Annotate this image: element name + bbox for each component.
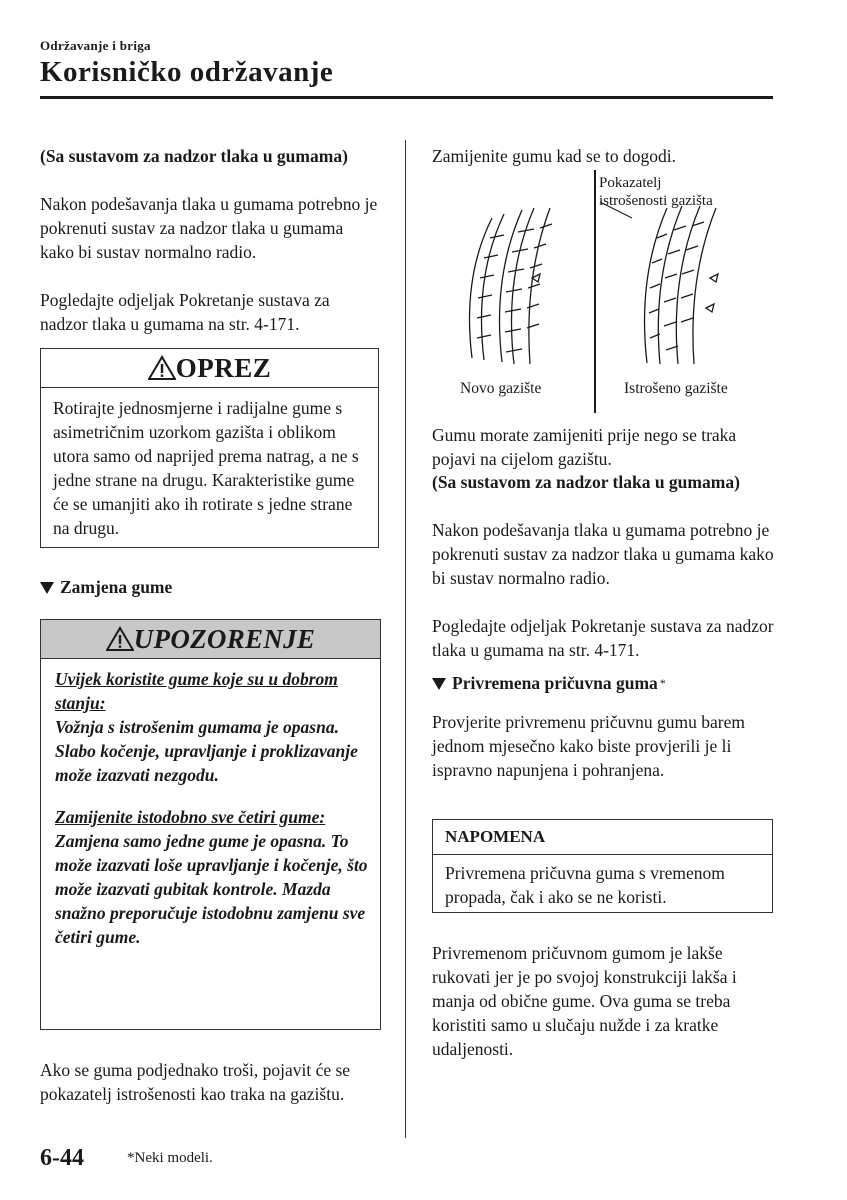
tpms-heading-left: (Sa sustavom za nadzor tlaka u gumama) (40, 146, 348, 166)
column-divider (405, 140, 406, 1138)
warning-header (41, 620, 380, 659)
tread-figure (432, 168, 777, 418)
title-rule (40, 96, 773, 99)
note-text: Privremena pričuvna guma s vremenom propada, čak i ako se ne koristi. (445, 863, 725, 907)
footnote: *Neki modeli. (127, 1150, 213, 1166)
page-title: Korisničko održavanje (40, 56, 334, 88)
spare-check-text: Provjerite privremenu pričuvnu gumu barem jednom mjesečno kako biste provjerili je li ispravno napunjena i pohranjena. (432, 712, 745, 780)
indicator-label-1: Pokazatelj (599, 175, 662, 191)
tpms-heading-right: (Sa sustavom za nadzor tlaka u gumama) (432, 472, 740, 492)
caution-header (41, 349, 378, 388)
tread-illustration (432, 168, 777, 418)
spare-tire-heading (432, 673, 666, 694)
wear-indicator-text: Ako se guma podjednako troši, pojavit će se pokazatelj istrošenosti kao traka na gazištu. (40, 1060, 351, 1104)
worn-tread-graphic (645, 206, 719, 364)
tpms-text-right-1: Nakon podešavanja tlaka u gumama potrebno je pokrenuti sustav za nadzor tlaka u gumama kako bi sustav normalno radio. (432, 520, 774, 588)
caption-worn-tread: Istrošeno gazište (624, 380, 728, 397)
warning-title: UPOZORENJE (133, 623, 316, 654)
triangle-bullet-icon (432, 678, 446, 690)
note-title: NAPOMENA (433, 820, 772, 855)
caution-text: Rotirajte jednosmjerne i radijalne gume s asimetričnim uzorkom gazišta i oblikom utora samo od naprijed prema natrag, a ne s jedne strane na drugu. Karakteristike gume će se umanjiti ako ih rotirate s jedne strane na drugu. (53, 398, 359, 538)
warning-p2-text: Zamjena samo jedne gume je opasna. To može izazvati loše upravljanje i kočenje, što može izazvati gubitak kontrole. Mazda snažno preporučuje istodobnu zamjenu sve četiri gume. (55, 831, 368, 947)
warning-triangle-icon (148, 355, 176, 381)
section-label: Održavanje i briga (40, 38, 151, 53)
page-number: 6-44 (40, 1145, 84, 1171)
tpms-text-right-2: Pogledajte odjeljak Pokretanje sustava za nadzor tlaka u gumama na str. 4-171. (432, 616, 774, 660)
tpms-text-left-2: Pogledajte odjeljak Pokretanje sustava za nadzor tlaka u gumama na str. 4-171. (40, 290, 330, 334)
warning-box (40, 619, 381, 1030)
replace-tire-heading (40, 577, 172, 598)
caution-title: OPREZ (175, 352, 272, 383)
tpms-text-left-1: Nakon podešavanja tlaka u gumama potrebno je pokrenuti sustav za nadzor tlaka u gumama kako bi sustav normalno radio. (40, 194, 378, 262)
spare-tire-heading-text: Privremena pričuvna guma (452, 673, 658, 693)
spare-heading-mark: * (659, 676, 666, 690)
warning-p1-text: Vožnja s istrošenim gumama je opasna. Slabo kočenje, upravljanje i proklizavanje može izazvati nezgodu. (55, 717, 358, 785)
replace-before-text: Gumu morate zamijeniti prije nego se traka pojavi na cijelom gazištu. (432, 425, 737, 469)
spare-usage-text: Privremenom pričuvnom gumom je lakše rukovati jer je po svojoj konstrukciji lakša i manja od obične gume. Ova guma se treba koristiti samo u slučaju nužde i za kratke udaljenosti. (432, 943, 737, 1059)
new-tread-graphic (470, 208, 553, 364)
replace-tire-heading-text: Zamjena gume (60, 577, 173, 597)
indicator-label-2: istrošenosti gazišta (599, 193, 713, 209)
note-box (432, 819, 773, 913)
warning-p1-title: Uvijek koristite gume koje su u dobrom stanju: (55, 669, 338, 713)
warning-p2-title: Zamijenite istodobno sve četiri gume: (55, 807, 326, 827)
replace-when-text: Zamijenite gumu kad se to dogodi. (432, 146, 676, 166)
caption-new-tread: Novo gazište (460, 380, 542, 397)
warning-triangle-icon (106, 626, 134, 652)
triangle-bullet-icon (40, 582, 54, 594)
caution-box (40, 348, 379, 548)
